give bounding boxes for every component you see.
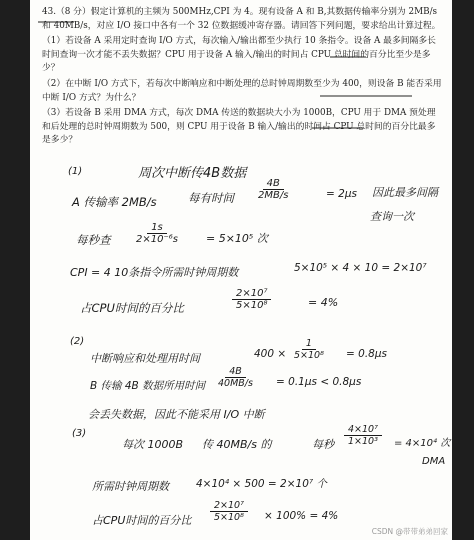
watermark: CSDN @带带弟弟回家 (371, 527, 448, 536)
hw-part1-line2c: = 2μs (326, 188, 357, 200)
question-part-3: （3）若设备 B 采用 DMA 方式，每次 DMA 传送的数据块大小为 1000B，CPU 用于 DMA 预处理和后处理的总时钟周期数为 500，则 CPU 用于设备 B 输入/输出的时间占 CPU 总时间的百分比最多是多少？ (42, 108, 436, 146)
hw-part3-line1b: 传 40MB/s 的 (202, 438, 272, 451)
question-part-2: （2）在中断 I/O 方式下，若每次中断响应和中断处理的总时钟周期数至少为 400，则设备 B 能否采用中断 I/O 方式？为什么？ (42, 78, 442, 103)
hw-part3-line1a: 每次 1000B (122, 438, 184, 451)
hw-part1-frac2-bottom: 2×10⁻⁶s (136, 234, 178, 245)
hw-part1-line2b: 每有时间 (188, 191, 234, 205)
hw-part3-line1c: 每秒 (312, 438, 334, 451)
hw-part3-line3b: × 100% = 4% (264, 510, 339, 522)
hw-part3-frac2-top: 2×10⁷ (210, 500, 248, 512)
hw-part2-frac-bottom: 5×10⁸ (294, 350, 324, 361)
hw-part1-frac-bottom: 2MB/s (258, 190, 289, 201)
hw-part1-frac2-top: 1s (147, 222, 167, 234)
hw-part3-frac-top: 4×10⁷ (344, 424, 382, 436)
hw-part1-line5a: 占CPU时间的百分比 (80, 301, 184, 315)
hw-part1-line2a: A 传输率 2MB/s (72, 195, 157, 209)
hw-part1-label: (1) (68, 166, 83, 177)
question-header: 43.（8 分）假定计算机的主频为 500MHz,CPI 为 4。现有设备 A 和 B,其数据传输率分别为 2MB/s 和 40MB/s，对应 I/O 接口中各有一个 32 位数据缓冲寄存器。请回答下列问题，要求给出计算过程。 (42, 7, 441, 31)
hw-part2-frac2-bottom: 40MB/s (218, 378, 253, 389)
hw-part2-line1c: = 0.8μs (346, 348, 387, 360)
hw-part2-frac-top: 1 (302, 338, 316, 350)
hw-part1-frac-top: 4B (263, 178, 284, 190)
hw-part2-label: (2) (70, 336, 85, 347)
hw-part1-line3b: = 5×10⁵ 次 (206, 232, 268, 245)
hw-part1-line3a: 每秒查 (76, 233, 111, 247)
hw-part1-line2d: 因此最多间隔 (372, 186, 438, 199)
hw-part2-line1a: 中断响应和处理用时间 (90, 352, 200, 365)
hw-part2-line2a: B 传输 4B 数据所用时间 (90, 380, 206, 392)
hw-part1-line4a: CPI = 4 10条指令所需时钟周期数 (70, 266, 239, 279)
hw-part3-frac-bottom: 1×10³ (348, 436, 378, 447)
hw-part1-line2e: 查询一次 (370, 210, 414, 223)
hw-part2-line2b: = 0.1μs < 0.8μs (276, 376, 362, 388)
hw-part3-line1d: = 4×10⁴ 次 (394, 438, 451, 449)
hw-part3-frac2-bottom: 5×10⁸ (214, 512, 244, 523)
hw-part1-frac3-top: 2×10⁷ (232, 288, 271, 300)
pen-marks (30, 0, 452, 540)
hw-part3-line1e: DMA (422, 456, 446, 467)
hw-part2-frac2-top: 4B (225, 366, 246, 378)
hw-part3-line2a: 所需时钟周期数 (92, 480, 169, 493)
hw-part3-label: (3) (72, 428, 87, 439)
question-part-1: （1）若设备 A 采用定时查询 I/O 方式，每次输入/输出都至少执行 10 条指令。设备 A 最多间隔多长时间查询一次才能不丢失数据？CPU 用于设备 A 输入/输出的时间占 CPU 总时间的百分比至少是多少？ (42, 36, 436, 74)
hw-part2-line3: 会丢失数据，因此不能采用 I/O 中断 (88, 408, 265, 421)
hw-part1-frac3-bottom: 5×10⁸ (236, 300, 268, 311)
answer-sheet (30, 0, 452, 540)
hw-part1-line4b: 5×10⁵ × 4 × 10 = 2×10⁷ (294, 262, 427, 274)
hw-part3-line2b: 4×10⁴ × 500 = 2×10⁷ 个 (196, 478, 327, 490)
hw-part1-line1: 周次中断传4B数据 (138, 166, 247, 181)
hw-part2-line1b: 400 × (254, 348, 287, 360)
hw-part3-line3a: 占CPU时间的百分比 (92, 514, 192, 527)
hw-part1-line5b: = 4% (308, 296, 339, 309)
